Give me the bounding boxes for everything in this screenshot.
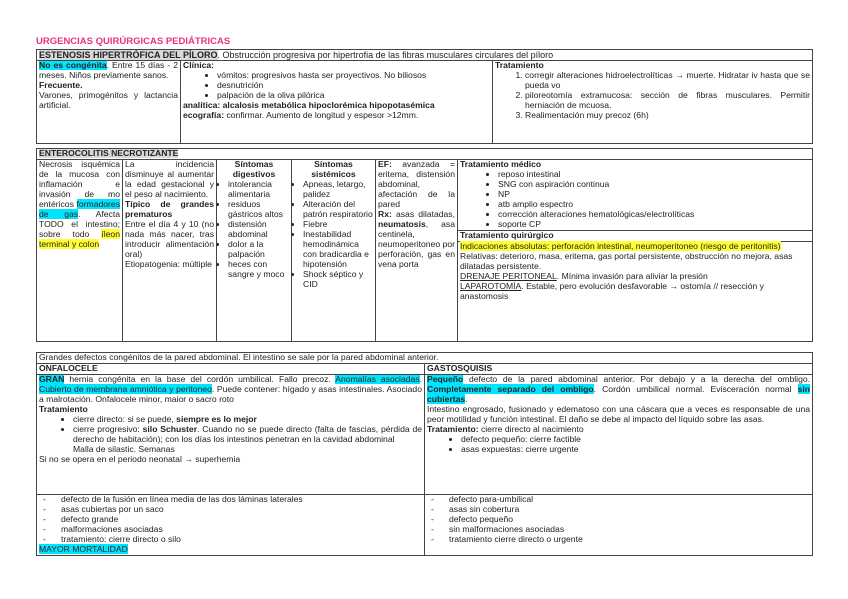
list-item: • palpación de la oliva pilórica bbox=[217, 91, 490, 101]
sintomas-sistemicos: Síntomas sistémicos • Apneas, letargo, palidez • Alteración del patrón respiratorio • Fiebre • Inestabilidad hemodinámica con bradicardia e hipotensión • Shock séptico y CID bbox=[292, 159, 376, 341]
list-item: 2. piloreotomía extramucosa: sección de fibras musculares. Permitir herniación de mcuosa. bbox=[525, 91, 810, 111]
sintomas-digestivos: Síntomas digestivos • intolerancia alimentaria • residuos gástricos altos • distensión abdominal • dolor a la palpación • heces con sangre y moco bbox=[217, 159, 292, 341]
gastosquisis-descripcion: Pequeño defecto de la pared abdominal anterior. Por debajo y a la derecha del ombligo. Completamente separado del ombligo. Cordón umbilical normal. Evisceración normal sin cubiertas. Intestino engrosado, fusionado y edematoso con una cáscara que a veces es responsable de una peor motilidad y función intestinal. El daño se debe al impacto del líquido sobre las asas. Tratamiento: cierre directo al nacimiento • defecto pequeño: cierre factible • asas expuestas: cierre urgente bbox=[425, 374, 813, 494]
list-item: • cierre progresivo: silo Schuster. Cuando no se puede directo (falta de fascias, pérdida de derecho de habitación); con los días los intestinos penetran en la cavidad abdominal bbox=[73, 425, 422, 445]
list-item: - defecto para-umbilical bbox=[449, 495, 810, 505]
list-item: • Shock séptico y CID bbox=[303, 270, 373, 290]
list-item: 1. corregir alteraciones hidroelectrolíticas → muerte. Hidratar iv hasta que se pueda vo bbox=[525, 71, 810, 91]
list-item: - defecto grande bbox=[61, 515, 422, 525]
list-item: • atb amplio espectro bbox=[498, 200, 812, 210]
enterocolitis-tratamiento: Tratamiento médico • reposo intestinal • SNG con aspiración continua • NP • atb amplio espectro • corrección alteraciones hematológicas/electrolíticas • soporte CP Tratamiento quirúrgico Indicaciones absolutas: perforación intestinal, neumoperitoneo (riesgo de peritonitis) Relativas: deterioro, masa, eritema, gas portal persistente, obstrucción no mejora, asas dilatadas persistente. DRENAJE PERITONEAL. Mínima invasión para aliviar la presión LAPAROTOMÍA. Estable, pero evolución desfavorable → ostomía // resección y anastomosis bbox=[458, 159, 813, 341]
list-item: 3. Realimentación muy precoz (6h) bbox=[525, 111, 810, 121]
list-item: - tratamiento cierre directo o urgente bbox=[449, 535, 810, 545]
list-item: • Alteración del patrón respiratorio bbox=[303, 200, 373, 220]
gastosquisis-title: GASTOSQUISIS bbox=[425, 363, 813, 374]
list-item: • cierre directo: si se puede, siempre es lo mejor bbox=[73, 415, 422, 425]
list-item: • corrección alteraciones hematológicas/electrolíticas bbox=[498, 210, 812, 220]
list-item: • reposo intestinal bbox=[498, 170, 812, 180]
enterocolitis-epidemiologia: La incidencia disminuye al aumentar la edad gestacional y el peso al nacimiento. Típico de grandes prematuros Entre el día 4 y 10 (no nada más nacer, tras introducir alimentación oral) Etiopatogenia: múltiple bbox=[123, 159, 217, 341]
list-item: • Fiebre bbox=[303, 220, 373, 230]
list-item: • asas expuestas: cierre urgente bbox=[461, 445, 810, 455]
estenosis-header: ESTENOSIS HIPERTRÓFICA DEL PÍLORO. Obstrucción progresiva por hipertrofia de las fibras musculares circulares del píloro bbox=[37, 50, 813, 61]
list-item: - sin malformaciones asociadas bbox=[449, 525, 810, 535]
defectos-header: Grandes defectos congénitos de la pared abdominal. El intestino se sale por la pared abdominal anterior. bbox=[37, 353, 813, 364]
list-item: • NP bbox=[498, 190, 812, 200]
list-item: • intolerancia alimentaria bbox=[228, 180, 289, 200]
exploracion-rx: EF: avanzada = eritema, distensión abdominal, afectación de la pared Rx: asas dilatadas, neumatosis, asa centinela, neumoperitoneo por perforación, gas en vena porta bbox=[376, 159, 458, 341]
list-item: • soporte CP bbox=[498, 220, 812, 230]
list-item: • dolor a la palpación bbox=[228, 240, 289, 260]
list-item: • Apneas, letargo, palidez bbox=[303, 180, 373, 200]
onfalocele-resumen bbox=[37, 494, 425, 555]
list-item: • residuos gástricos altos bbox=[228, 200, 289, 220]
estenosis-clinica: Clínica: • vómitos: progresivos hasta ser proyectivos. No biliosos • desnutrición • palpación de la oliva pilórica analítica: alcalosis metabólica hipoclorémica hipopotasémica ecografía: confirmar. Aumento de longitud y espesor >12mm. bbox=[181, 61, 493, 144]
list-item: - asas sin cobertura bbox=[449, 505, 810, 515]
list-item: - tratamiento: cierre directo o silo bbox=[61, 535, 422, 545]
enterocolitis-table bbox=[36, 148, 813, 342]
list-item: - malformaciones asociadas bbox=[61, 525, 422, 535]
list-item: • heces con sangre y moco bbox=[228, 260, 289, 280]
enterocolitis-definicion: Necrosis isquémica de la mucosa con inflamación e invasión de mo entéricos formadores de gas. Afecta TODO el intestino; sobre todo íleon terminal y colon bbox=[37, 159, 123, 341]
list-item: - defecto de la fusión en línea media de las dos láminas laterales bbox=[61, 495, 422, 505]
estenosis-table bbox=[36, 49, 813, 144]
gastosquisis-resumen bbox=[425, 494, 813, 555]
enterocolitis-header: ENTEROCOLITIS NECROTIZANTE bbox=[37, 149, 813, 160]
mayor-mortalidad: MAYOR MORTALIDAD bbox=[39, 543, 128, 554]
page-title: URGENCIAS QUIRÚRGICAS PEDIÁTRICAS bbox=[36, 36, 231, 47]
defectos-table bbox=[36, 352, 813, 556]
list-item: • desnutrición bbox=[217, 81, 490, 91]
list-item: - asas cubiertas por un saco bbox=[61, 505, 422, 515]
list-item: • SNG con aspiración continua bbox=[498, 180, 812, 190]
list-item: • vómitos: progresivos hasta ser proyectivos. No biliosos bbox=[217, 71, 490, 81]
estenosis-epidemiologia: No es congénita. Entre 15 días - 2 meses. Niños previamente sanos. Frecuente. Varones, primogénitos y lactancia artificial. bbox=[37, 61, 181, 144]
list-item: - defecto pequeño bbox=[449, 515, 810, 525]
list-item: • defecto pequeño: cierre factible bbox=[461, 435, 810, 445]
list-item: • Inestabilidad hemodinámica con bradicardia e hipotensión bbox=[303, 230, 373, 270]
list-item: • distensión abdominal bbox=[228, 220, 289, 240]
onfalocele-descripcion: GRAN hernia congénita en la base del cordón umbilical. Fallo precoz. Anomalías asociadas. Cubierto de membrana amniótica y peritoneo. Puede contener: hígado y asas intestinales. Asociado a malrotación. Onfalocele minor, maior o sacro roto Tratamiento • cierre directo: si se puede, siempre es lo mejor • cierre progresivo: silo Schuster. Cuando no se puede directo (falta de fascias, pérdida de derecho de habitación); con los días los intestinos penetran en la cavidad abdominal Malla de silastic. Semanas Si no se opera en el periodo neonatal → superhemia bbox=[37, 374, 425, 494]
estenosis-tratamiento: Tratamiento 1. corregir alteraciones hidroelectrolíticas → muerte. Hidratar iv hasta que se pueda vo 2. piloreotomía extramucosa: sección de fibras musculares. Permitir herniación de mcuosa. 3. Realimentación muy precoz (6h) bbox=[493, 61, 813, 144]
onfalocele-title: ONFALOCELE bbox=[37, 363, 425, 374]
